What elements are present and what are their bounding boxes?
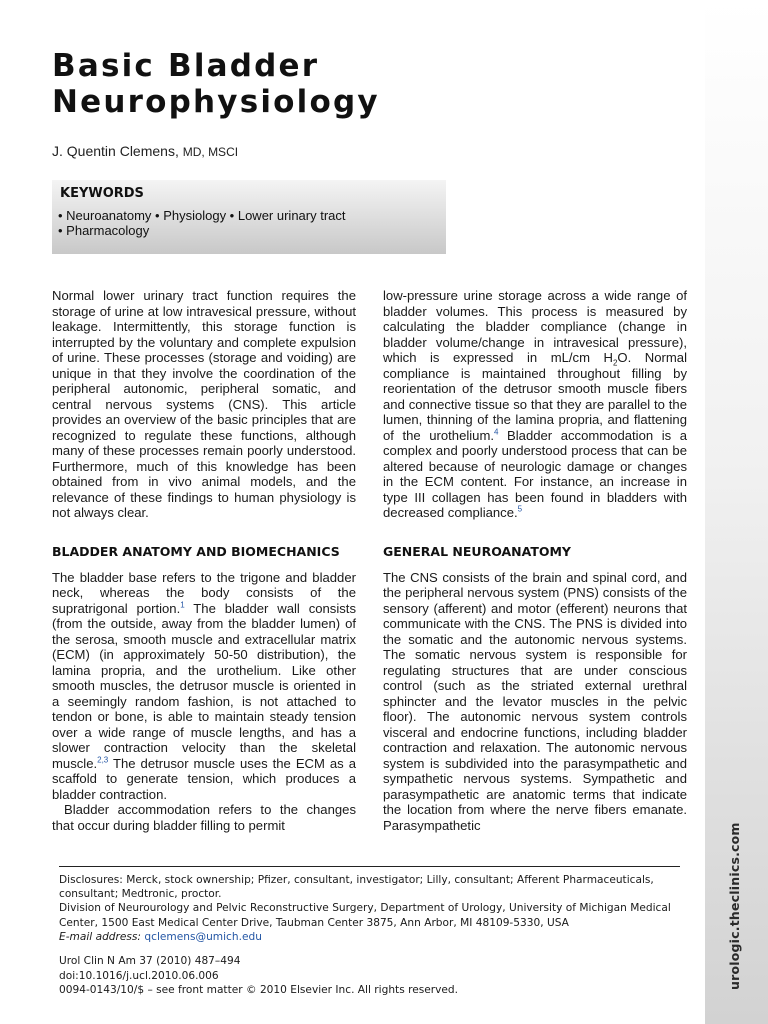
title-line-1: Basic Bladder xyxy=(52,48,320,84)
subscript-2: 2 xyxy=(612,358,618,368)
author-name: J. Quentin Clemens, xyxy=(52,143,179,159)
article-title xyxy=(52,48,380,120)
footnotes xyxy=(59,873,683,944)
author-credentials: MD, MSCI xyxy=(182,145,239,159)
compliance-text-b: O. Normal compliance is maintained throughout filling by reorientation of the detrusor smooth muscle fibers and connective tissue so that they are parallel to the lumen, thinning of the lamina propria, and flattening of the urothelium. xyxy=(383,350,687,443)
reference-4[interactable]: 4 xyxy=(494,427,499,437)
anatomy-paragraph-1 xyxy=(52,570,356,803)
copyright-line: 0094-0143/10/$ – see front matter © 2010 Elsevier Inc. All rights reserved. xyxy=(59,984,458,997)
anatomy-text-b: The bladder wall consists (from the outside, away from the bladder lumen) of the serosa, smooth muscle and extracellular matrix (ECM) (in approximately 50-50 distribution), the lamina propria, and the urothelium. Like other smooth muscles, the detrusor muscle is oriented in a seemingly random fashion, is not attached to tendon or bone, is able to maintain steady tension over a wide range of muscle lengths, and has a slower contraction velocity than the skeletal muscle. xyxy=(52,600,356,771)
intro-paragraph: Normal lower urinary tract function requires the storage of urine at low intravesical pressure, without leakage. Intermittently, this storage function is interrupted by the voluntary and complete expulsion of urine. These processes (storage and voiding) are unique in that they involve the coordination of the peripheral autonomic, peripheral somatic, and central nervous systems (CNS). This article provides an overview of the basic principles that are recognized to regulate these functions, although many of these processes remain poorly understood. Furthermore, much of this knowledge has been obtained from in vivo animal models, and the relevance of these findings to human physiology is not always clear. xyxy=(52,288,356,520)
compliance-paragraph xyxy=(383,288,687,521)
compliance-text-a: low-pressure urine storage across a wide range of bladder volumes. This process is measured by calculating the bladder compliance (change in bladder volume/change in intravesical pressure), which is expressed in mL/cm H xyxy=(383,288,687,365)
keywords-box xyxy=(52,180,446,254)
reference-5[interactable]: 5 xyxy=(517,504,523,514)
email-link[interactable]: qclemens@umich.edu xyxy=(144,930,262,943)
citation-block xyxy=(59,954,458,998)
anatomy-paragraph-2: Bladder accommodation refers to the changes that occur during bladder filling to permit xyxy=(52,802,356,833)
reference-2-3[interactable]: 2,3 xyxy=(97,755,109,765)
title-line-2: Neurophysiology xyxy=(52,84,380,120)
right-column xyxy=(383,288,687,833)
journal-sidebar xyxy=(705,0,768,1024)
anatomy-text-c: The detrusor muscle uses the ECM as a scaffold to generate tension, which produces a bladder contraction. xyxy=(52,755,356,802)
anatomy-text-a: The bladder base refers to the trigone and bladder neck, whereas the body consists of the supratrigonal portion. xyxy=(52,569,356,616)
journal-website[interactable]: urologic.theclinics.com xyxy=(727,822,742,990)
journal-citation: Urol Clin N Am 37 (2010) 487–494 xyxy=(59,955,241,967)
affiliation: Division of Neurourology and Pelvic Reconstructive Surgery, Department of Urology, University of Michigan Medical Center, 1500 East Medical Center Drive, Taubman Center 3875, Ann Arbor, MI 48109-5330, USA xyxy=(59,902,671,929)
compliance-text-c: Bladder accommodation is a complex and poorly understood process that can be altered because of neurologic damage or changes in the ECM content. For instance, an increase in type III collagen has been found in bladders with decreased compliance. xyxy=(383,427,687,520)
section-heading-anatomy: BLADDER ANATOMY AND BIOMECHANICS xyxy=(52,543,340,559)
keywords-line-2: • Pharmacology xyxy=(58,223,150,238)
keywords-line-1: • Neuroanatomy • Physiology • Lower urinary tract xyxy=(58,208,346,223)
email-line xyxy=(59,930,683,944)
left-column xyxy=(52,288,356,833)
neuroanatomy-paragraph: The CNS consists of the brain and spinal cord, and the peripheral nervous system (PNS) consists of the sensory (afferent) and motor (efferent) neurons that communicate with the CNS. The PNS is divided into the somatic and the autonomic nervous systems. The somatic nervous system is responsible for regulating structures that are under conscious control (such as the striated external urethral sphincter and the levator muscles in the pelvic floor). The autonomic nervous system controls visceral and endocrine functions, including bladder contraction and relaxation. The autonomic nervous system is subdivided into the parasympathetic and sympathetic nervous systems. Sympathetic and parasympathetic are anatomic terms that indicate the location from where the nerve fibers emanate. Parasympathetic xyxy=(383,569,687,833)
section-heading-neuroanatomy: GENERAL NEUROANATOMY xyxy=(383,543,571,559)
keywords-heading: KEYWORDS xyxy=(60,186,144,201)
doi[interactable]: doi:10.1016/j.ucl.2010.06.006 xyxy=(59,969,219,982)
email-label: E-mail address: xyxy=(59,930,142,943)
disclosures: Disclosures: Merck, stock ownership; Pfizer, consultant, investigator; Lilly, consultant; Afferent Pharmaceuticals, consultant; Medtronic, proctor. xyxy=(59,874,654,901)
reference-1[interactable]: 1 xyxy=(180,600,185,610)
footnote-divider xyxy=(59,866,680,867)
author-line xyxy=(52,143,238,159)
